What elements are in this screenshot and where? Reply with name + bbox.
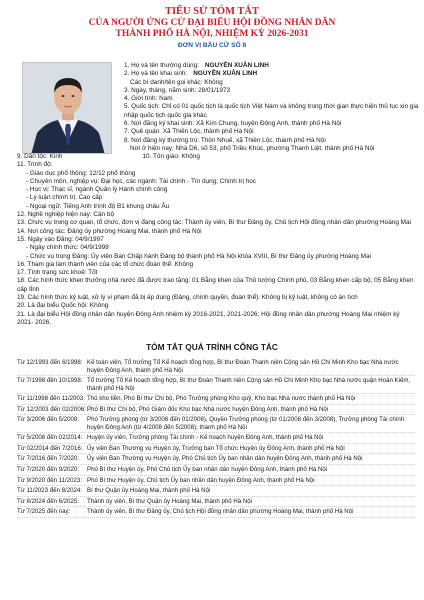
career-period: Từ 7/1998 đến 10/1998:: [17, 377, 83, 385]
national-assembly-delegate: 20. Là đại biểu Quốc hội: Không: [17, 302, 109, 310]
career-row: [17, 358, 415, 376]
disciplinary-record: 19. Các hình thức kỷ luật, xử lý vi phạm đã bị áp dụng (Đảng, chính quyền, đoàn thể): Không bị kỷ luật, không có án tích: [17, 294, 358, 302]
council-delegate-history: 21. Là đại biểu Hội đồng nhân dân huyện Đông Anh nhiệm kỳ 2016-2021, 2021-2026; Hội đồng nhân dân phường Hoàng Mai nhiệm kỳ 2021- 2026.: [17, 310, 400, 326]
career-description: Thành ủy viên, Bí thư Quận ủy Hoàng Mai, thành phố Hà Nội: [87, 497, 252, 505]
career-description: Ủy viên Ban Thường vụ Huyện ủy, Phó Chủ tịch Ủy ban nhân dân huyện Đông Anh, thành phố Hà Nội: [87, 455, 363, 463]
info-nationality: 5. Quốc tịch: Chỉ có 01 quốc tịch là quốc tịch Việt Nam và không trong thời gian thực hiện thủ tục xin gia nhập quốc tịch quốc gia khác: [124, 103, 419, 119]
document-subtitle-line-2: THÀNH PHỐ HÀ NỘI, NHIỆM KỲ 2026-2031: [115, 29, 309, 39]
career-description: Phó Bí thư Huyện ủy, Chủ tịch Ủy ban nhân dân huyện Đông Anh, thành phố Hà Nội: [87, 476, 315, 484]
info-aliases: Các bí danh/tên gọi khác: Không: [130, 78, 223, 86]
info-ethnicity: 9. Dân tộc: Kinh: [17, 153, 63, 160]
document-title: TIỂU SỬ TÓM TẮT: [164, 6, 260, 17]
career-description: Ủy viên Ban Thường vụ Huyện ủy, Trưởng ban Tổ chức Huyện ủy Đông Anh, thành phố Hà Nội: [87, 444, 345, 452]
career-description: Kế toán viên, Tổ trưởng Tổ Kế hoạch tổng hợp, Bí thư Đoàn Thanh niên Cộng sản Hồ Chí Minh Kho bạc Nhà nước huyện Đông Anh, thành phố Hà Nội: [87, 359, 399, 374]
career-description: Thành ủy viên, Bí thư Đảng ủy, Chủ tịch Hội đồng nhân dân phường Hoàng Mai, thành phố Hà Nội: [87, 508, 354, 516]
career-period: Từ 12/2003 đến 02/2006:: [17, 405, 86, 413]
career-period: Từ 12/1993 đến 6/1998:: [17, 359, 83, 367]
candidate-portrait: [22, 62, 112, 154]
birth-name-value: NGUYỄN XUÂN LINH: [193, 70, 258, 78]
career-row: [17, 454, 415, 465]
personal-info: [124, 62, 420, 153]
info-hometown: 7. Quê quán: Xã Thiên Lộc, thành phố Hà Nội: [124, 128, 254, 136]
info-birth-registration: 6. Nơi đăng ký khai sinh: Xã Kim Chung, huyện Đông Anh, thành phố Hà Nội: [124, 120, 342, 128]
education-political-theory: - Lý luận chính trị: Cao cấp: [26, 194, 103, 202]
info-birth-date: 3. Ngày, tháng, năm sinh: 28/01/1973: [124, 86, 231, 94]
ethnicity-religion-row: [17, 153, 415, 161]
info-religion: 10. Tôn giáo: Không: [142, 153, 200, 160]
party-join-date: 15. Ngày vào Đảng: 04/9/1997: [17, 235, 104, 243]
common-name-value: NGUYỄN XUÂN LINH: [204, 62, 269, 69]
party-position: - Chức vụ trong Đảng: Ủy viên Ban Chấp hành Đảng bộ thành phố Hà Nội khóa XVIII, Bí thư Đảng ủy phường Hoàng Mai: [26, 252, 371, 260]
career-description: Thủ kho tiền, Phó Bí thư Chi bộ, Phó Trưởng phòng Kho quỹ, Kho bạc Nhà nước thành phố Hà Nội: [87, 395, 356, 403]
career-row: [17, 376, 415, 394]
education-heading: 11. Trình độ:: [17, 161, 53, 169]
document-subtitle-line-1: CỦA NGƯỜI ỨNG CỬ ĐẠI BIỂU HỘI ĐỒNG NHÂN DÂN: [88, 18, 336, 28]
career-row: [17, 497, 415, 508]
info-gender: 4. Giới tính: Nam: [124, 95, 173, 103]
document-header: [0, 6, 424, 50]
organization-membership: 16. Tham gia làm thành viên của các tổ chức đoàn thể: Không: [17, 260, 194, 268]
portrait-image: [23, 63, 112, 154]
career-row: [17, 444, 415, 455]
career-row: [17, 507, 415, 518]
career-period: Từ 11/1998 đến 11/2003:: [17, 395, 85, 403]
career-row: [17, 405, 415, 416]
career-period: Từ 02/2014 đến 7/2016:: [17, 444, 83, 452]
career-row: [17, 465, 415, 476]
career-period: Từ 7/2025 đến nay:: [17, 508, 71, 516]
info-current-residence: Nơi ở hiện nay: Nhà D6, số 53, phố Triều Khúc, phường Thanh Liệt, thành phố Hà Nội: [130, 144, 375, 152]
career-section-title: TÓM TẮT QUÁ TRÌNH CÔNG TÁC: [146, 342, 278, 352]
career-row: [17, 476, 415, 487]
education-general: - Giáo dục phổ thông: 12/12 phổ thông: [26, 169, 136, 177]
state-awards: 18. Các hình thức khen thưởng nhà nước đã được trao tặng: 01 Bằng khen của Thủ tướng Chính phủ, 03 Bằng khen cấp bộ; 05 Bằng khen cấp tỉnh: [17, 277, 414, 293]
education-foreign-language: - Ngoại ngữ: Tiếng Anh trình độ B1 khung châu Âu: [26, 202, 170, 210]
career-period: Từ 9/2020 đến 11/2023:: [17, 476, 82, 484]
info-birth-name: [124, 70, 420, 78]
career-list: [17, 358, 415, 518]
workplace: 14. Nơi công tác: Đảng ủy phường Hoàng Mai, thành phố Hà Nội: [17, 227, 202, 235]
career-row: [17, 394, 415, 405]
career-period: Từ 5/2008 đến 02/2014:: [17, 434, 83, 442]
career-description: Bí thư Quận ủy Hoàng Mai, thành phố Hà Nội: [87, 487, 211, 495]
career-description: Phó Bí thư Huyện ủy, Phó Chủ tịch Ủy ban nhân dân huyện Đông Anh, thành phố Hà Nội: [87, 466, 328, 474]
career-description: Phó Bí thư Chi bộ, Phó Giám đốc Kho bạc Nhà nước huyện Đông Anh, thành phố Hà Nội: [87, 405, 329, 413]
current-position: 13. Chức vụ trong cơ quan, tổ chức, đơn vị đang công tác: Thành ủy viên, Bí thư Đảng ủy, Chủ tịch Hội đồng nhân dân phường Hoàng Mai: [17, 219, 411, 227]
career-period: Từ 11/2023 đến 8/2024:: [17, 487, 82, 495]
career-description: Huyện ủy viên, Trưởng phòng Tài chính - Kế hoạch huyện Đông Anh, thành phố Hà Nội: [87, 434, 324, 442]
education-degree: - Học vị: Thạc sĩ, ngành Quản lý Hành chính công: [26, 186, 168, 194]
birth-name-label: 2. Họ và tên khai sinh:: [124, 70, 188, 78]
details-section: [17, 153, 415, 327]
common-name-label: 1. Họ và tên thường dùng:: [124, 62, 199, 69]
career-description: Phó Trưởng phòng (từ 3/2006 đến 01/2008), Quyền Trưởng phòng (từ 01/2008 đến 3/2008), Trưởng phòng Tài chính huyện Đông Anh (từ 4/2008 đến 5/2008), thành phố Hà Nội: [87, 416, 405, 431]
career-period: Từ 8/2024 đến 6/2025:: [17, 497, 80, 505]
info-permanent-residence: 8. Nơi đăng ký thường trú: Thôn Nhuế, xã Thiên Lộc, thành phố Hà Nội: [124, 136, 326, 144]
party-official-date: - Ngày chính thức: 04/9/1998: [26, 244, 109, 252]
career-description: Tổ trưởng Tổ Kế hoạch tổng hợp, Bí thư Đoàn Thanh niên Cộng sản Hồ Chí Minh Kho bạc Nhà nước quận Hoàn Kiếm, thành phố Hà Nội: [87, 377, 411, 392]
career-row: [17, 415, 415, 433]
electoral-unit: ĐƠN VỊ BẦU CỬ SỐ 8: [177, 42, 247, 49]
career-period: Từ 7/2016 đến 7/2020:: [17, 455, 80, 463]
career-period: Từ 7/2020 đến 9/2020:: [17, 466, 80, 474]
career-period: Từ 3/2006 đến 5/2008:: [17, 416, 80, 424]
current-occupation: 12. Nghề nghiệp hiện nay: Cán bộ: [17, 211, 114, 219]
career-row: [17, 486, 415, 497]
health-status: 17. Tình trạng sức khoẻ: Tốt: [17, 269, 98, 277]
education-professional: - Chuyên môn, nghiệp vụ: Đại học, các ngành: Tài chính - Tín dụng; Chính trị học: [26, 177, 256, 185]
career-row: [17, 433, 415, 444]
